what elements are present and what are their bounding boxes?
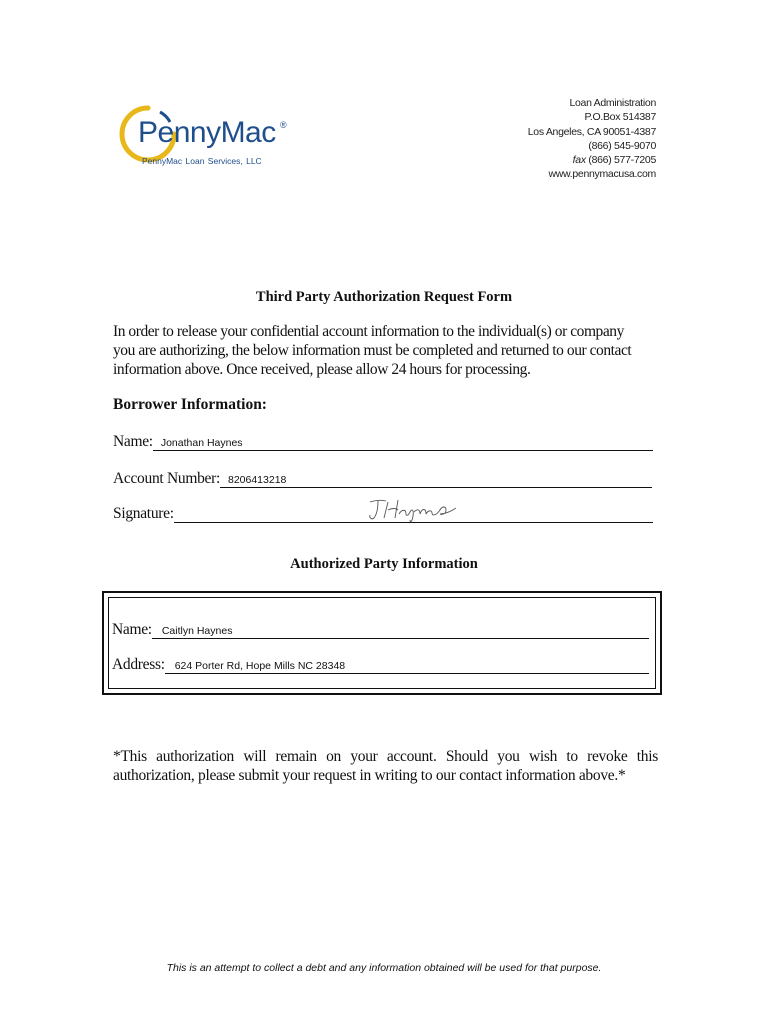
notice-line: authorization, please submit your request in writing to our contact information above.*	[113, 766, 626, 784]
contact-phone: (866) 545-9070	[588, 139, 656, 152]
borrower-name-value: Jonathan Haynes	[160, 437, 243, 449]
logo-subtitle: PennyMac Loan Services, LLC	[142, 156, 262, 166]
authorized-name-label: Name:	[112, 621, 152, 638]
authorized-party-heading: Authorized Party Information	[290, 556, 478, 572]
contact-po-box: P.O.Box 514387	[584, 111, 656, 124]
logo-wordmark: PennyMac	[138, 116, 276, 149]
account-number-field[interactable]	[220, 469, 652, 488]
authorized-address-field[interactable]	[165, 655, 649, 674]
signature-label: Signature:	[113, 505, 174, 522]
intro-line: you are authorizing, the below information must be completed and returned to our contact	[113, 342, 632, 359]
contact-department: Loan Administration	[569, 97, 656, 109]
authorized-name-value: Caitlyn Haynes	[161, 625, 233, 637]
debt-collection-disclaimer: This is an attempt to collect a debt and any information obtained will be used for that purpose.	[166, 962, 602, 974]
authorized-name-field[interactable]	[152, 620, 649, 639]
contact-city: Los Angeles, CA 90051-4387	[527, 125, 656, 138]
signature-field[interactable]	[174, 504, 653, 523]
signature-row	[113, 501, 653, 523]
registered-mark: ®	[280, 120, 287, 130]
authorized-party-box	[102, 591, 662, 695]
notice-line: *This authorization will remain on your account. Should you wish to revoke this	[113, 748, 658, 765]
borrower-heading: Borrower Information:	[113, 396, 267, 413]
revocation-notice	[113, 748, 658, 785]
authorized-address-value: 624 Porter Rd, Hope Mills NC 28348	[174, 660, 346, 672]
intro-line: information above. Once received, please allow 24 hours for processing.	[113, 361, 531, 378]
pennymac-logo	[118, 104, 318, 174]
account-number-label: Account Number:	[113, 470, 220, 487]
authorized-address-row	[112, 652, 649, 674]
authorized-name-row	[112, 617, 649, 639]
handwritten-signature	[366, 496, 466, 524]
account-number-row	[113, 466, 652, 488]
contact-fax: (866) 577-7205	[588, 154, 656, 167]
borrower-name-row	[113, 429, 653, 451]
contact-address-block	[528, 96, 656, 182]
borrower-name-label: Name:	[113, 433, 153, 450]
borrower-name-field[interactable]	[153, 432, 653, 451]
fax-label: fax	[572, 154, 586, 167]
authorized-address-label: Address:	[112, 656, 165, 673]
contact-fax-line	[528, 153, 656, 167]
authorized-party-box-inner	[108, 597, 656, 689]
contact-website: www.pennymacusa.com	[548, 168, 656, 181]
account-number-value: 8206413218	[227, 474, 287, 486]
form-title: Third Party Authorization Request Form	[255, 289, 513, 305]
intro-paragraph	[113, 322, 658, 379]
intro-line: In order to release your confidential account information to the individual(s) or company	[113, 323, 624, 340]
